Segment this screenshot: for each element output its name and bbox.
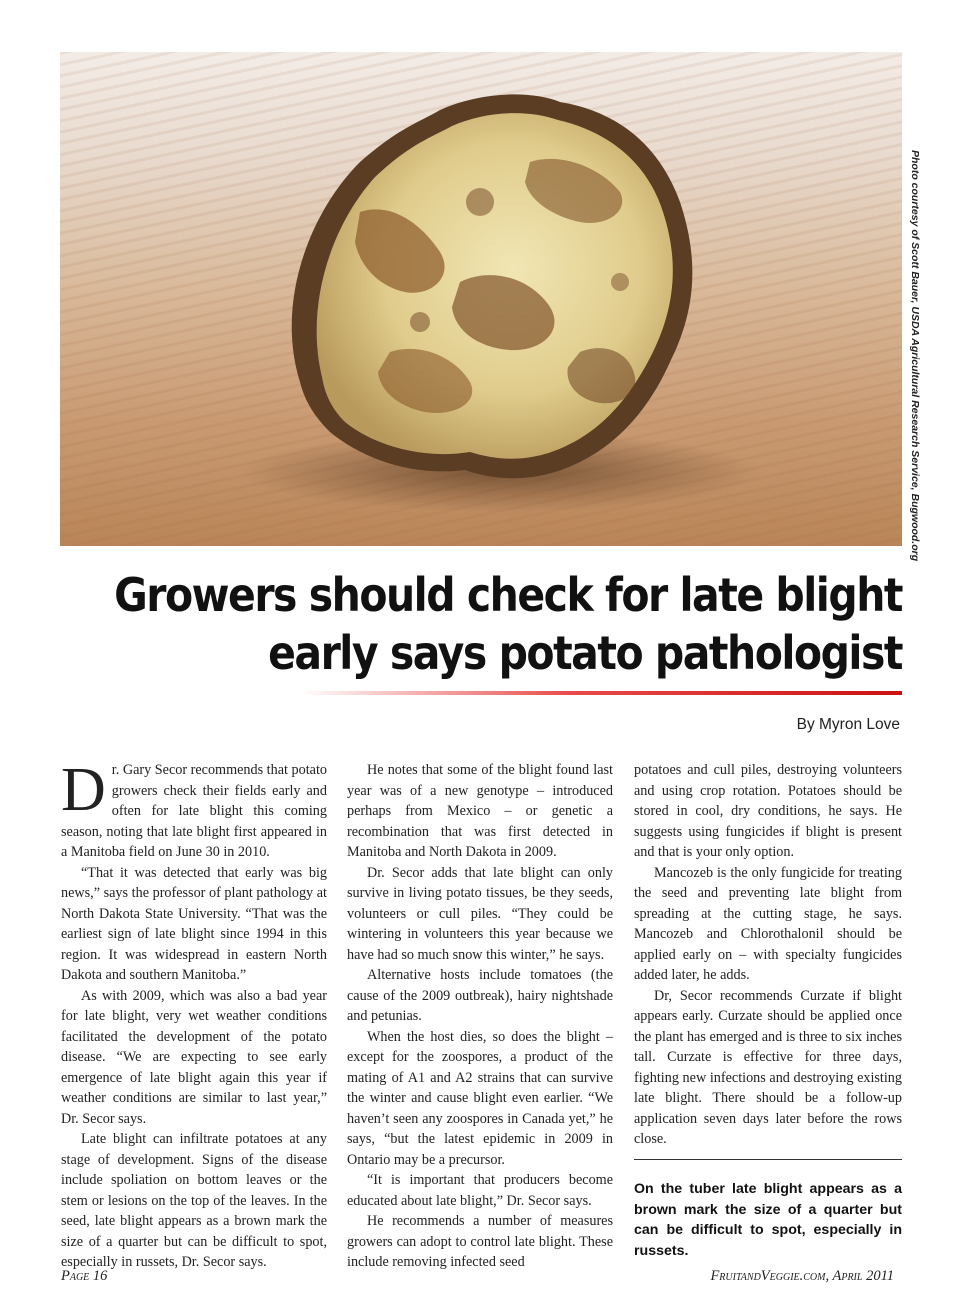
paragraph: When the host dies, so does the blight – except for the zoospores, a product of the mating of A1 and A2 strains that can survive the winter and cause blight even earlier. “We haven’t seen any zoospores in Canada yet,” he says, “but the latest epidemic in 2009 in Ontario may be a precursor. xyxy=(347,1028,613,1168)
byline: By Myron Love xyxy=(796,716,900,733)
pullquote: On the tuber late blight appears as a brown mark the size of a quarter but can be difficult to spot, especially in russets. xyxy=(634,1181,902,1259)
publication-footer: FruitandVeggie.com, April 2011 xyxy=(710,1268,894,1284)
paragraph: Dr, Secor recommends Curzate if blight appears early. Curzate should be applied once the plant has emerged and is three to six inches tall. Curzate is effective for three days, fighting new infections and destroying existing late blight. There should be a follow-up application seven days later before the rows close. xyxy=(634,987,902,1147)
paragraph: He recommends a number of measures growers can adopt to control late blight. These include removing infected seed xyxy=(347,1213,613,1270)
blighted-potato-illustration xyxy=(60,52,902,546)
article-column-3 xyxy=(634,760,902,1150)
article-column-2 xyxy=(347,760,613,1273)
article-column-1 xyxy=(61,756,327,1273)
headline-line-2: early says potato pathologist xyxy=(268,626,902,681)
paragraph: “It is important that producers become educated about late blight,” Dr. Secor says. xyxy=(347,1172,613,1209)
paragraph: As with 2009, which was also a bad year for late blight, very wet weather conditions facilitated the development of the potato disease. “We are expecting to see early emergence of late blight again this year if weather conditions are similar to last year,” Dr. Secor says. xyxy=(61,987,327,1127)
paragraph: “That it was detected that early was big news,” says the professor of plant pathology at North Dakota State University. “That was the earliest sign of late blight since 1994 in this region. It was widespread in eastern North Dakota and southern Manitoba.” xyxy=(61,864,327,983)
paragraph: Mancozeb is the only fungicide for treating the seed and preventing late blight from spreading at the cutting stage, he says. Mancozeb and Chlorothalonil should be applied early on – with specialty fungicides added later, he adds. xyxy=(634,864,902,983)
drop-cap: D xyxy=(61,756,106,824)
paragraph: potatoes and cull piles, destroying volunteers and using crop rotation. Potatoes should be stored in cool, dry conditions, he says. He suggests using fungicides if blight is present and that is your only option. xyxy=(634,762,902,860)
paragraph xyxy=(61,756,327,863)
pullquote-rule xyxy=(634,1159,902,1160)
paragraph: Dr. Secor adds that late blight can only survive in living potato tissues, be they seeds, volunteers or cull piles. “They could be wintering in volunteers this year because we have had so much snow this winter,” he says. xyxy=(347,864,613,963)
photo-credit: Photo courtesy of Scott Bauer, USDA Agricultural Research Service, Bugwood.org xyxy=(909,150,921,562)
potato-photo xyxy=(60,52,902,546)
paragraph-text: r. Gary Secor recommends that potato growers check their fields early and often for late blight this coming season, noting that late blight first appeared in a Manitoba field on June 30 in 2010. xyxy=(61,762,327,860)
headline-rule xyxy=(300,691,902,695)
headline-line-1: Growers should check for late blight xyxy=(114,568,902,622)
article-headline xyxy=(42,566,902,682)
paragraph: He notes that some of the blight found last year was of a new genotype – introduced perhaps from Mexico – or genetic a recombination that was first detected in Manitoba and North Dakota in 2009. xyxy=(347,762,613,860)
paragraph: Late blight can infiltrate potatoes at any stage of development. Signs of the disease include spoliation on bottom leaves or the stem or lesions on the top of the leaves. In the seed, late blight appears as a brown mark the size of a quarter but can be difficult to spot, especially in russets, Dr. Secor says. xyxy=(61,1131,327,1270)
paragraph: Alternative hosts include tomatoes (the cause of the 2009 outbreak), hairy nightshade and petunias. xyxy=(347,967,613,1024)
page-number: Page 16 xyxy=(61,1268,108,1284)
